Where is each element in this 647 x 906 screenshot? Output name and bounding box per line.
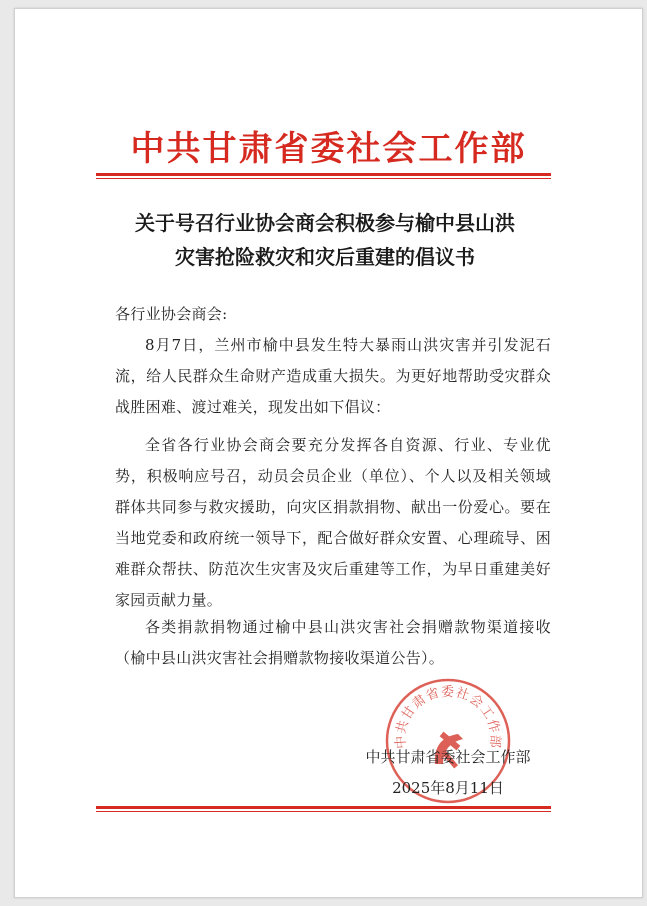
paragraph-1: 8月7日，兰州市榆中县发生特大暴雨山洪灾害并引发泥石流，给人民群众生命财产造成重大损失。为更好地帮助受灾群众战胜困难、渡过难关，现发出如下倡议： <box>115 336 551 416</box>
document-page <box>14 8 643 898</box>
header-thick-rule <box>96 173 551 176</box>
doc-title-line-1: 关于号召行业协会商会积极参与榆中县山洪 <box>135 211 515 235</box>
header-thin-rule <box>96 178 551 179</box>
footer-thick-rule <box>96 806 551 809</box>
paragraph-3: 各类捐款捐物通过榆中县山洪灾害社会捐赠款物渠道接收（榆中县山洪灾害社会捐赠款物接收渠道公告）。 <box>115 618 551 667</box>
signature-date: 2025年8月11日 <box>392 779 504 797</box>
seal-text: 中共甘肃省委社会工作部 <box>393 684 503 750</box>
org-header: 中共甘肃省委社会工作部 <box>130 129 527 169</box>
salutation: 各行业协会商会: <box>115 305 228 323</box>
paragraph-2: 全省各行业协会商会要充分发挥各自资源、行业、专业优势，积极响应号召，动员会员企业（单位）、个人以及相关领域群体共同参与救灾援助，向灾区捐款捐物、献出一份爱心。要在当地党委和政府统一领导下，配合做好群众安置、心理疏导、困难群众帮扶、防范次生灾害及灾后重建等工作，为早日重建美好家园贡献力量。 <box>115 436 551 609</box>
signature-org: 中共甘肃省委社会工作部 <box>365 748 531 766</box>
doc-title-line-2: 灾害抢险救灾和灾后重建的倡议书 <box>175 245 475 269</box>
footer-thin-rule <box>96 811 551 812</box>
